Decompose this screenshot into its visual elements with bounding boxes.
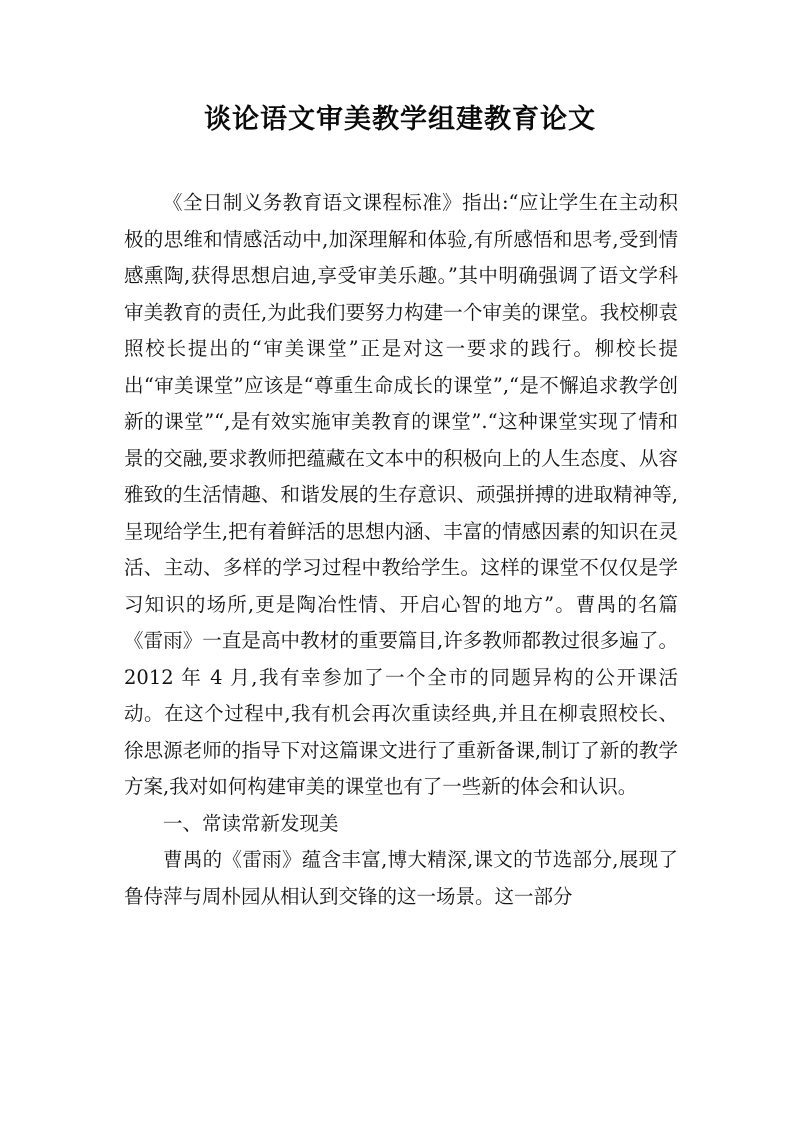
document-body [124, 185, 678, 915]
section-paragraph: 曹禺的《雷雨》蕴含丰富,博大精深,课文的节选部分,展现了鲁侍萍与周朴园从相认到交锋的这一场景。这一部分 [124, 848, 678, 908]
intro-paragraph: 《全日制义务教育语文课程标准》指出:“应让学生在主动积极的思维和情感活动中,加深理解和体验,有所感悟和思考,受到情感熏陶,获得思想启迪,享受审美乐趣。”其中明确强调了语文学科审美教育的责任,为此我们要努力构建一个审美的课堂。我校柳袁照校长提出的“审美课堂”正是对这一要求的践行。柳校长提出“审美课堂”应该是“尊重生命成长的课堂”,“是不懈追求教学创新的课堂”“,是有效实施审美教育的课堂”.“这种课堂实现了情和景的交融,要求教师把蕴藏在文本中的积极向上的人生态度、从容雅致的生活情趣、和谐发展的生存意识、顽强拼搏的进取精神等,呈现给学生,把有着鲜活的思想内涵、丰富的情感因素的知识在灵活、主动、多样的学习过程中教给学生。这样的课堂不仅仅是学习知识的场所,更是陶冶性情、开启心智的地方”。曹禺的名篇《雷雨》一直是高中教材的重要篇目,许多教师都教过很多遍了。2012 年 4 月,我有幸参加了一个全市的同题异构的公开课活动。在这个过程中,我有机会再次重读经典,并且在柳袁照校长、徐思源老师的指导下对这篇课文进行了重新备课,制订了新的教学方案,我对如何构建审美的课堂也有了一些新的体会和认识。 [124, 191, 678, 798]
section-heading: 一、常读常新发现美 [163, 811, 339, 835]
document-title: 谈论语文审美教学组建教育论文 [204, 104, 596, 135]
